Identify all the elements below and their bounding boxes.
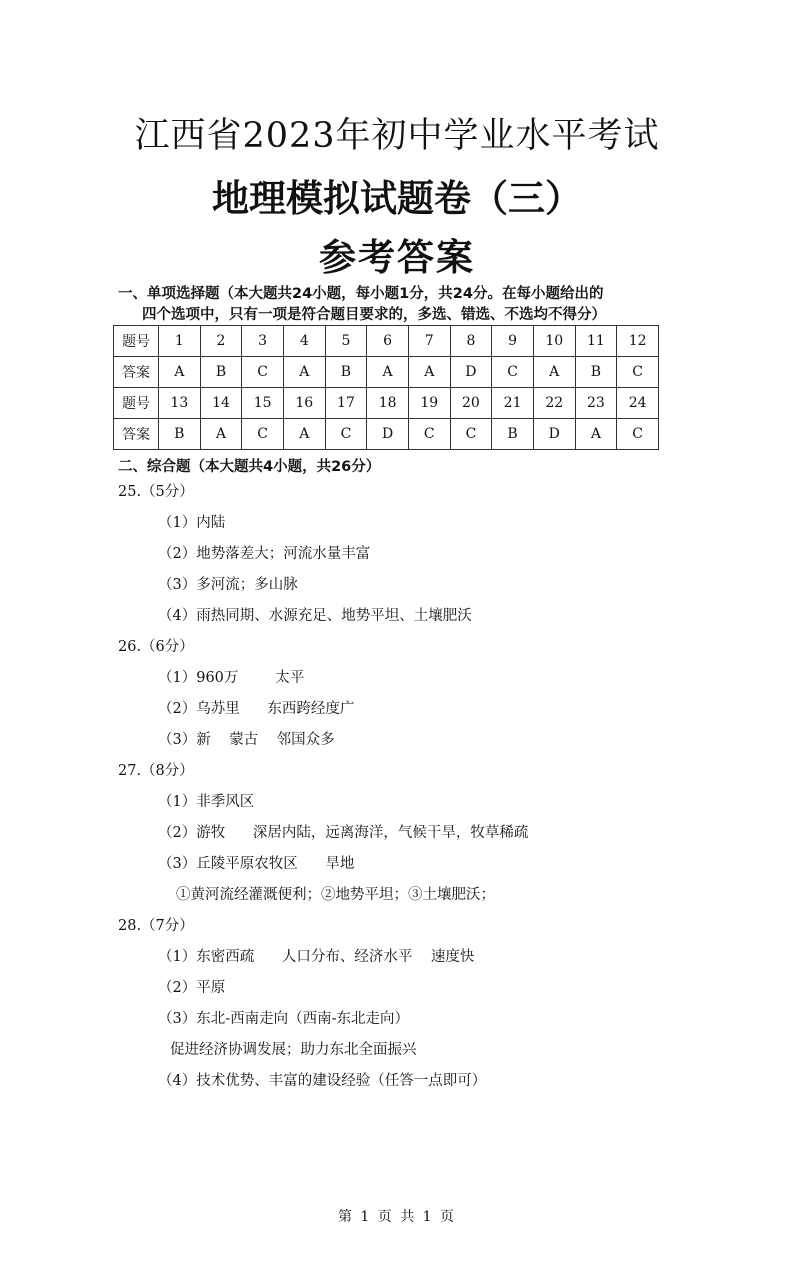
table-cell: D xyxy=(450,357,492,388)
table-row xyxy=(114,357,659,388)
answer-line: （3）新 蒙古 邻国众多 xyxy=(158,732,335,748)
row-label: 题号 xyxy=(114,388,159,419)
answer-line: （2）地势落差大；河流水量丰富 xyxy=(158,546,371,562)
table-cell: 21 xyxy=(492,388,534,419)
table-cell: 14 xyxy=(200,388,242,419)
table-cell: B xyxy=(159,419,201,450)
table-cell: 23 xyxy=(575,388,617,419)
answer-line: （3）丘陵平原农牧区 旱地 xyxy=(158,856,355,872)
table-cell: A xyxy=(159,357,201,388)
question-number: 27.（8分） xyxy=(118,763,194,779)
table-cell: C xyxy=(617,419,659,450)
answer-line: （1）东密西疏 人口分布、经济水平 速度快 xyxy=(158,949,475,965)
table-cell: 11 xyxy=(575,326,617,357)
answer-line: （4）技术优势、丰富的建设经验（任答一点即可） xyxy=(158,1073,487,1089)
row-label: 答案 xyxy=(114,357,159,388)
answer-line: （2）平原 xyxy=(158,980,226,996)
table-cell: B xyxy=(492,419,534,450)
table-cell: 16 xyxy=(283,388,325,419)
table-cell: A xyxy=(283,357,325,388)
table-cell: 15 xyxy=(242,388,284,419)
table-cell: A xyxy=(367,357,409,388)
section2-heading: 二、综合题（本大题共4小题，共26分） xyxy=(118,459,381,475)
answer-line: （3）东北-西南走向（西南-东北走向） xyxy=(158,1011,410,1027)
table-cell: 13 xyxy=(159,388,201,419)
table-cell: C xyxy=(325,419,367,450)
table-cell: 7 xyxy=(408,326,450,357)
table-cell: A xyxy=(533,357,575,388)
table-cell: 24 xyxy=(617,388,659,419)
table-cell: A xyxy=(408,357,450,388)
table-cell: 9 xyxy=(492,326,534,357)
table-cell: 2 xyxy=(200,326,242,357)
question-number: 25.（5分） xyxy=(118,484,194,500)
table-cell: B xyxy=(200,357,242,388)
table-row xyxy=(114,419,659,450)
question-number: 26.（6分） xyxy=(118,639,194,655)
answer-line: 促进经济协调发展；助力东北全面振兴 xyxy=(170,1042,417,1058)
table-cell: A xyxy=(575,419,617,450)
section1-heading-line2: 四个选项中，只有一项是符合题目要求的，多选、错选、不选均不得分） xyxy=(142,307,606,323)
answer-key-heading: 参考答案 xyxy=(319,235,475,279)
table-cell: B xyxy=(325,357,367,388)
table-cell: D xyxy=(533,419,575,450)
exam-title: 江西省2023年初中学业水平考试 xyxy=(134,116,660,156)
table-cell: A xyxy=(283,419,325,450)
paper-subtitle: 地理模拟试题卷（三） xyxy=(212,177,582,220)
page-footer: 第 1 页 共 1 页 xyxy=(337,1209,457,1225)
answer-table xyxy=(113,325,659,450)
table-row xyxy=(114,388,659,419)
table-cell: 1 xyxy=(159,326,201,357)
table-cell: B xyxy=(575,357,617,388)
row-label: 答案 xyxy=(114,419,159,450)
table-cell: 3 xyxy=(242,326,284,357)
table-cell: C xyxy=(242,419,284,450)
answer-line: （4）雨热同期、水源充足、地势平坦、土壤肥沃 xyxy=(158,608,472,624)
table-cell: C xyxy=(492,357,534,388)
answer-line: （3）多河流；多山脉 xyxy=(158,577,298,593)
table-cell: C xyxy=(450,419,492,450)
table-cell: 19 xyxy=(408,388,450,419)
answer-line: ①黄河流经灌溉便利；②地势平坦；③土壤肥沃； xyxy=(176,887,495,903)
table-cell: 10 xyxy=(533,326,575,357)
answer-line: （1）内陆 xyxy=(158,515,226,531)
answer-line: （1）非季风区 xyxy=(158,794,255,810)
section1-heading xyxy=(118,284,678,326)
answer-line: （2）乌苏里 东西跨经度广 xyxy=(158,701,355,717)
table-cell: 20 xyxy=(450,388,492,419)
table-cell: C xyxy=(408,419,450,450)
table-cell: 4 xyxy=(283,326,325,357)
table-cell: 5 xyxy=(325,326,367,357)
question-number: 28.（7分） xyxy=(118,918,194,934)
row-label: 题号 xyxy=(114,326,159,357)
table-cell: C xyxy=(617,357,659,388)
table-cell: A xyxy=(200,419,242,450)
table-cell: 18 xyxy=(367,388,409,419)
table-cell: 17 xyxy=(325,388,367,419)
table-cell: 12 xyxy=(617,326,659,357)
answer-line: （1）960万 太平 xyxy=(158,670,305,686)
table-cell: C xyxy=(242,357,284,388)
answer-line: （2）游牧 深居内陆，远离海洋，气候干旱，牧草稀疏 xyxy=(158,825,529,841)
table-cell: 22 xyxy=(533,388,575,419)
answer-body xyxy=(118,480,718,1100)
table-row xyxy=(114,326,659,357)
section1-heading-line1: 一、单项选择题（本大题共24小题，每小题1分，共24分。在每小题给出的 xyxy=(118,286,604,302)
table-cell: 8 xyxy=(450,326,492,357)
table-cell: D xyxy=(367,419,409,450)
table-cell: 6 xyxy=(367,326,409,357)
